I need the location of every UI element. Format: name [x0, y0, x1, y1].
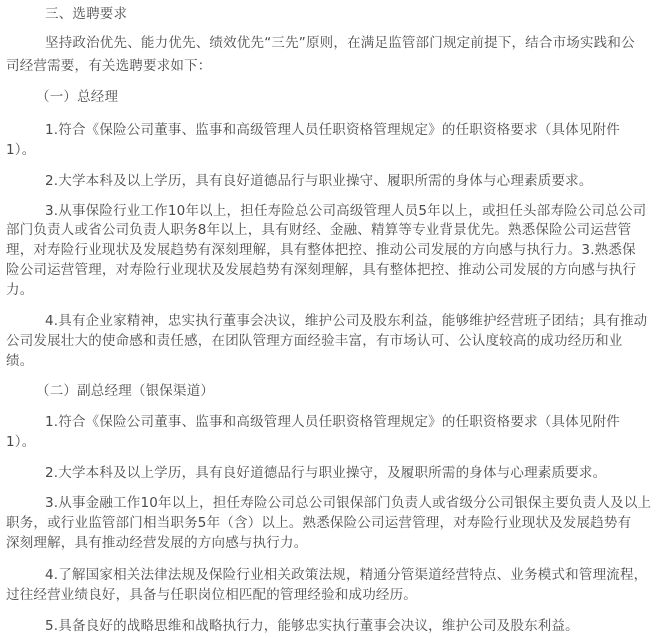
dgm-item-2-line-1: 2.大学本科及以上学历，具有良好道德品行与职业操守，及履职所需的身体与心理素质要求。 [45, 465, 607, 481]
dgm-heading: （二）副总经理（银保渠道） [36, 383, 215, 399]
dgm-item-1-line-2: 1）。 [6, 434, 36, 450]
dgm-item-3-line-3: 深刻理解，具有推动经营发展的方向感与执行力。 [6, 535, 308, 551]
gm-item-3-line-2: 部门负责人或省公司负责人职务8年以上，具有财经、金融、精算等专业背景优先。熟悉保险公司运营管 [6, 222, 632, 238]
gm-item-2-line-1: 2.大学本科及以上学历，具有良好道德品行与职业操守、履职所需的身体与心理素质要求。 [45, 173, 593, 189]
intro-line-1: 坚持政治优先、能力优先、绩效优先“三先”原则，在满足监管部门规定前提下，结合市场实践和公 [45, 35, 635, 51]
gm-item-3-line-3: 理，对寿险行业现状及发展趋势有深刻理解，具有整体把控、推动公司发展的方向感与执行力。3.熟悉保 [6, 242, 636, 258]
gm-item-4-line-2: 公司发展壮大的使命感和责任感，在团队管理方面经验丰富，有市场认可、公认度较高的成功经历和业 [6, 333, 623, 349]
intro-line-2: 司经营需要，有关选聘要求如下： [6, 58, 212, 74]
gm-heading: （一）总经理 [36, 89, 119, 105]
dgm-item-4-line-2: 过往经营业绩良好，具备与任职岗位相匹配的管理经验和成功经历。 [6, 587, 417, 603]
dgm-item-5-line-1: 5.具备良好的战略思维和战略执行力，能够忠实执行董事会决议，维护公司及股东利益。 [45, 618, 579, 634]
dgm-item-3-line-2: 职务，或行业监管部门相当职务5年（含）以上。熟悉保险公司运营管理，对寿险行业现状及发展趋势有 [6, 515, 632, 531]
gm-item-1-line-2: 1）。 [6, 142, 36, 158]
gm-item-4-line-3: 绩。 [6, 353, 34, 369]
dgm-item-1-line-1: 1.符合《保险公司董事、监事和高级管理人员任职资格管理规定》的任职资格要求（具体见附件 [45, 414, 620, 430]
gm-item-4-line-1: 4.具有企业家精神，忠实执行董事会决议，维护公司及股东利益，能够维护经营班子团结；具有推动 [45, 313, 648, 329]
gm-item-3-line-1: 3.从事保险行业工作10年以上，担任寿险总公司高级管理人员5年以上，或担任头部寿险公司总公司 [45, 203, 647, 219]
dgm-item-4-line-1: 4.了解国家相关法律法规及保险行业相关政策法规，精通分管渠道经营特点、业务模式和管理流程， [45, 567, 648, 583]
dgm-item-3-line-1: 3.从事金融工作10年以上，担任寿险公司总公司银保部门负责人或省级分公司银保主要负责人及以上 [45, 495, 652, 511]
gm-item-3-line-4: 险公司运营管理，对寿险行业现状及发展趋势有深刻理解，具有整体把控、推动公司发展的方向感与执行 [6, 262, 637, 278]
gm-item-1-line-1: 1.符合《保险公司董事、监事和高级管理人员任职资格管理规定》的任职资格要求（具体见附件 [45, 122, 620, 138]
section-heading: 三、选聘要求 [45, 6, 128, 22]
gm-item-3-line-5: 力。 [6, 282, 34, 298]
